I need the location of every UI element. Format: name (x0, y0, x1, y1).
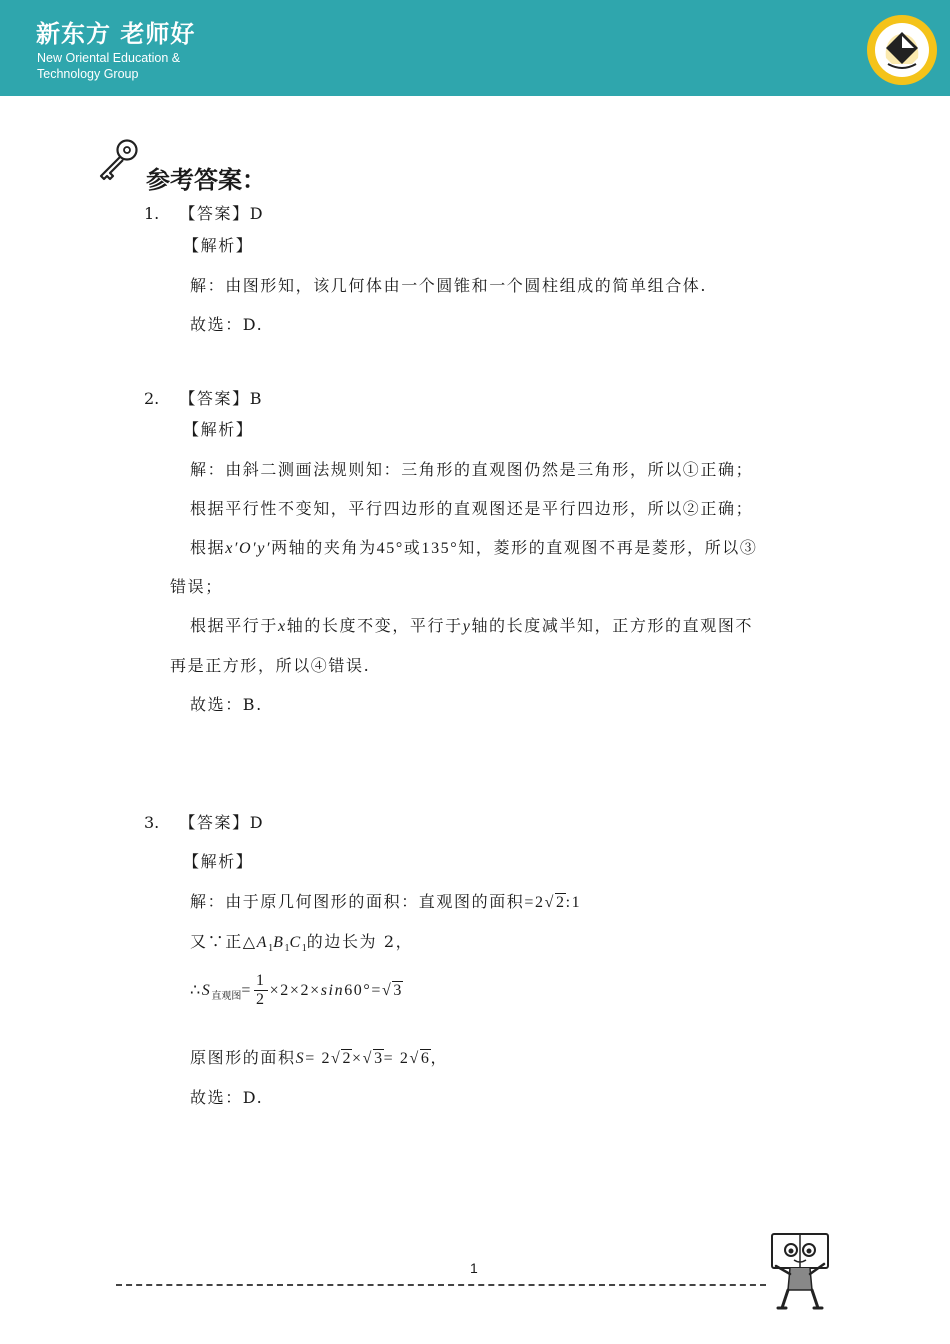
q1-answer: 【答案】D (179, 204, 265, 223)
brand-en-line2: Technology Group (37, 67, 139, 81)
q2-y-var: y (462, 618, 472, 635)
footer-divider (116, 1284, 766, 1286)
q2-axis-label: x′O′y′ (225, 540, 272, 557)
q3-solution-line3: $\therefore S_{直观图}=$ $\frac{1}{2}$ ×2×2×sin60°=√3 (190, 972, 404, 1008)
q3-line1-root: 2 (556, 894, 566, 911)
q1-solution-line1: 解：由图形知，该几何体由一个圆锥和一个圆柱组成的简单组合体. (190, 276, 708, 295)
q3-line1-two: 2 (535, 894, 545, 911)
q2-answer-line (144, 386, 263, 409)
q1-solution-line2: 故选：D. (190, 315, 264, 334)
q3-frac-den: 2 (256, 991, 266, 1008)
q2-solution-line7: 故选：B. (190, 695, 263, 714)
q3-solution-line2 (190, 929, 413, 954)
q3-line4-eq2: = 2 (383, 1050, 410, 1067)
q3-line1-ratio: :1 (565, 894, 582, 911)
q2-line5-a: 根据平行于 (190, 616, 279, 635)
q3-line2-b: 的边长为 2， (306, 932, 414, 951)
brand-name-en (37, 50, 180, 82)
q3-sin: sin (320, 982, 345, 999)
q3-solution-line5: 故选：D. (190, 1088, 264, 1107)
q3-line4-a: 原图形的面积 (190, 1048, 296, 1067)
q3-sub-a: 1 (268, 943, 274, 954)
q1-analysis-label: 【解析】 (183, 236, 254, 255)
q2-line5-b: 轴的长度不变，平行于 (286, 616, 463, 635)
q2-number: 2. (144, 389, 160, 408)
q3-line4-comma: ， (430, 1048, 449, 1067)
new-oriental-logo-icon (866, 14, 938, 86)
q3-line4-r3: 6 (420, 1050, 431, 1067)
q3-line1-eq: = (524, 894, 536, 911)
q2-line3-b: 两轴的夹角为 (271, 538, 377, 557)
q3-answer-line (144, 810, 264, 833)
q3-line2-a: 又∵正△ (190, 932, 257, 951)
q2-analysis-label: 【解析】 (183, 420, 254, 439)
q3-solution-line1: 解：由于原几何图形的面积：直观图的面积=2√2:1 (190, 892, 582, 911)
q2-solution-line3 (190, 535, 758, 558)
q3-line4-s: S (295, 1050, 306, 1067)
q3-solution-line4: 原图形的面积S= 2√2×√3= 2√6， (190, 1048, 449, 1067)
q3-line4-eq: = 2 (305, 1050, 332, 1067)
q2-line3-c: 或 (403, 538, 422, 557)
page-number: 1 (470, 1260, 478, 1276)
q3-line3-angle: 60°= (344, 982, 383, 999)
q2-answer: 【答案】B (179, 389, 264, 408)
q2-x-var: x (278, 618, 287, 635)
q2-angle-135: 135° (421, 540, 459, 557)
q2-line3-d: 知，菱形的直观图不再是菱形，所以③ (458, 538, 758, 557)
page-header (0, 0, 950, 96)
q3-therefore: ∴ (190, 982, 202, 999)
q3-line3-rest: ×2×2× (269, 982, 321, 999)
q3-vertex-b: B (273, 934, 285, 951)
q2-solution-line4: 错误； (170, 577, 223, 596)
q3-sub-b: 1 (284, 943, 290, 954)
key-icon (96, 136, 142, 182)
q3-s-sub: 直观图 (211, 991, 242, 1002)
q2-solution-line1: 解：由斜二测画法规则知：三角形的直观图仍然是三角形，所以①正确； (190, 460, 754, 479)
q3-vertex-a: A (256, 934, 269, 951)
q3-vertex-c: C (289, 934, 302, 951)
q3-line3-root: 3 (393, 982, 404, 999)
q2-angle-45: 45° (376, 540, 404, 557)
q3-s-var: S (201, 982, 212, 999)
section-title: 参考答案： (146, 166, 266, 194)
q2-solution-line6: 再是正方形，所以④错误. (170, 656, 371, 675)
q3-answer: 【答案】D (179, 813, 265, 832)
q2-solution-line5 (190, 613, 753, 636)
q3-line1-a: 解：由于原几何图形的面积：直观图的面积 (190, 892, 525, 911)
q3-line3-eq: = (241, 982, 253, 999)
q3-line4-r2: 3 (374, 1050, 384, 1067)
q3-line4-r1: 2 (342, 1050, 353, 1067)
q1-number: 1. (144, 204, 160, 223)
q2-line3-a: 根据 (190, 538, 226, 557)
q3-frac-num: 1 (256, 972, 266, 989)
brand-en-line1: New Oriental Education & (37, 51, 181, 65)
q2-line5-c: 轴的长度减半知，正方形的直观图不 (471, 616, 754, 635)
brand-name-cn: 新东方 老师好 (36, 20, 196, 48)
q3-number: 3. (144, 813, 160, 832)
q3-sub-c: 1 (301, 943, 307, 954)
q2-solution-line2: 根据平行性不变知，平行四边形的直观图还是平行四边形，所以②正确； (190, 499, 754, 518)
q1-answer-line (144, 201, 264, 224)
q3-analysis-label: 【解析】 (183, 852, 254, 871)
q3-fraction (254, 972, 268, 1009)
q3-line4-times: × (352, 1050, 363, 1067)
reading-mascot-icon (764, 1230, 836, 1314)
